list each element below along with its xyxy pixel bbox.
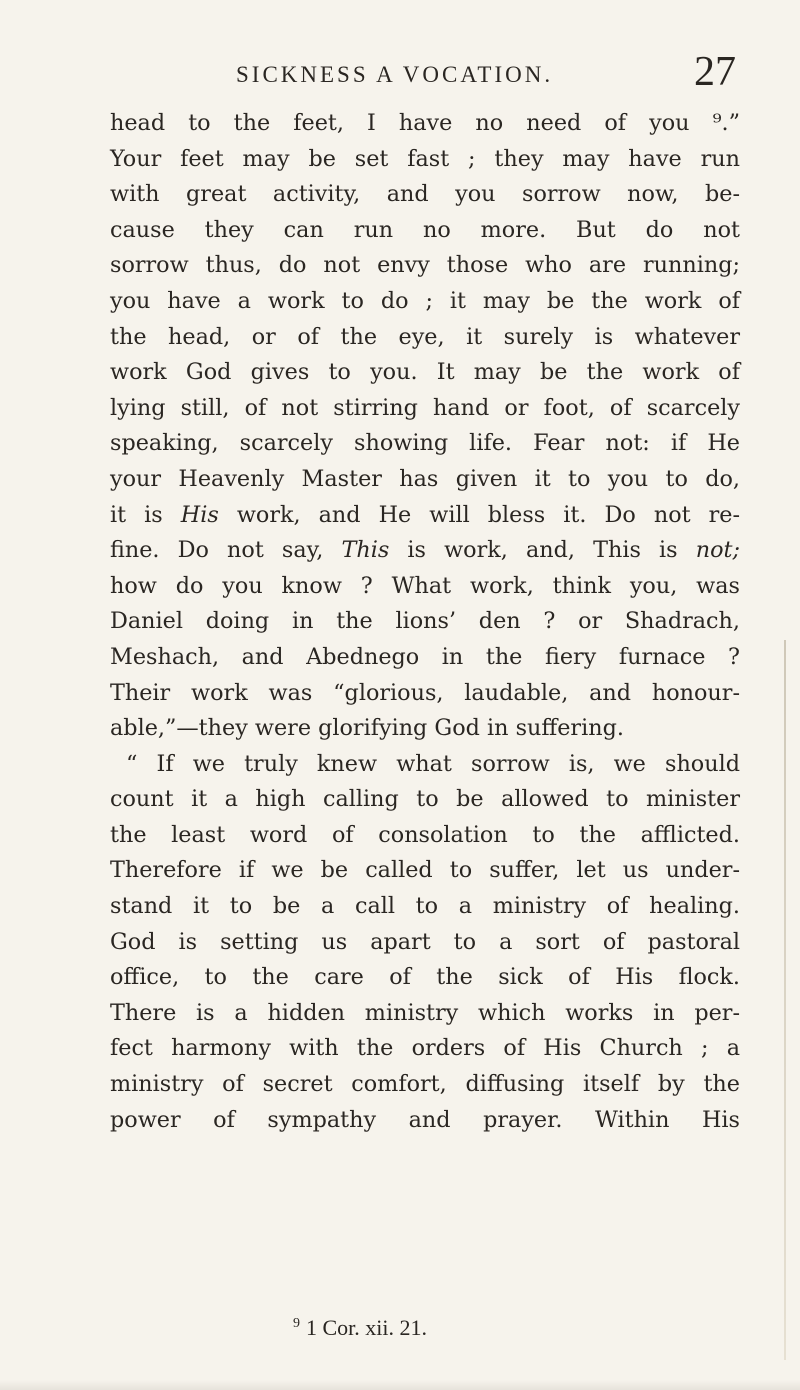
emphasis: not; (695, 537, 740, 564)
page-header (236, 49, 736, 95)
text-line: Your feet may be set fast ; they may have run (110, 145, 740, 172)
page-bottom-shadow (0, 1380, 800, 1390)
emphasis: This (341, 537, 390, 564)
text-line: There is a hidden ministry which works in per- (110, 999, 740, 1026)
text-line: it is His work, and He will bless it. Do not re- (110, 501, 741, 528)
text-line: cause they can run no more. But do not (110, 216, 740, 243)
text-line: work God gives to you. It may be the work of (110, 359, 740, 386)
text-line: head to the feet, I have no need of you ⁹.” (110, 110, 740, 136)
text-line: fine. Do not say, This is work, and, This is not; (110, 537, 740, 564)
page-edge-line (784, 640, 786, 1360)
text-line: “ If we truly knew what sorrow is, we should (126, 750, 740, 777)
text-line: God is setting us apart to a sort of pastoral (110, 928, 740, 955)
text-line: count it a high calling to be allowed to minister (110, 786, 740, 813)
text-line: lying still, of not stirring hand or foot, of scarcely (110, 394, 740, 421)
text-line: Their work was “glorious, laudable, and honour- (110, 679, 740, 706)
text-line: your Heavenly Master has given it to you to do, (110, 465, 740, 492)
text-line: Therefore if we be called to suffer, let us under- (110, 857, 740, 884)
emphasis: His (180, 501, 219, 528)
text-line: the least word of consolation to the afflicted. (110, 821, 740, 848)
text-line: stand it to be a call to a ministry of healing. (110, 893, 740, 920)
text-line: you have a work to do ; it may be the work of (110, 287, 740, 314)
text-line: office, to the care of the sick of His flock. (110, 964, 740, 991)
text-line: sorrow thus, do not envy those who are running; (110, 252, 740, 279)
footnote (293, 1315, 427, 1341)
footnote-marker: 9 (293, 1315, 300, 1331)
text-line: able,”—they were glorifying God in suffering. (110, 715, 624, 742)
text-line: how do you know ? What work, think you, was (110, 572, 740, 599)
text-line: power of sympathy and prayer. Within His (110, 1106, 740, 1133)
text-line: Meshach, and Abednego in the fiery furnace ? (110, 643, 740, 670)
text-line: ministry of secret comfort, diffusing itself by the (110, 1071, 740, 1098)
body-text (110, 106, 740, 1138)
text-line: the head, or of the eye, it surely is whatever (110, 323, 740, 350)
page-number: 27 (694, 49, 736, 95)
text-line: with great activity, and you sorrow now, be- (110, 181, 740, 208)
running-head: SICKNESS A VOCATION. (236, 62, 554, 87)
text-line: Daniel doing in the lions’ den ? or Shadrach, (110, 608, 740, 635)
text-line: fect harmony with the orders of His Church ; a (110, 1035, 740, 1062)
footnote-text: 1 Cor. xii. 21. (306, 1315, 428, 1340)
text-line: speaking, scarcely showing life. Fear not: if He (110, 430, 740, 457)
